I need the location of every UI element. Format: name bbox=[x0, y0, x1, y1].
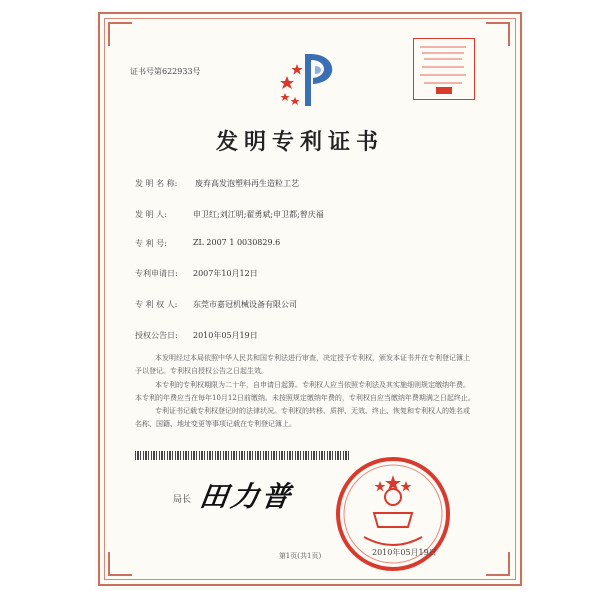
page-footer: 第1页(共1页) bbox=[278, 552, 322, 560]
legal-paragraph: 专利证书记载专利权登记时的法律状况。专利权的转移、质押、无效、终止、恢复和专利权人的姓名或名称、国籍、地址变更等事项记载在专利登记簿上。 bbox=[135, 407, 470, 428]
invention-name: 废弃高发泡塑料再生造粒工艺 bbox=[195, 179, 299, 188]
patentee-label: 专 利 权 人: bbox=[135, 300, 178, 309]
invention-name-label: 发 明 名 称: bbox=[135, 179, 178, 188]
filing-date: 2007年10月12日 bbox=[193, 269, 258, 278]
inventor: 申卫红;刘江明;翟勇斌;申卫都;曾庆福 bbox=[193, 210, 324, 219]
certificate-title: 发明专利证书 bbox=[215, 129, 384, 155]
corner-ornament bbox=[486, 22, 510, 46]
signature: 田力普 bbox=[197, 480, 296, 513]
patentee: 东莞市嘉冠机械设备有限公司 bbox=[193, 300, 297, 309]
legal-paragraph: 本发明经过本局依照中华人民共和国专利法进行审查，决定授予专利权，颁发本证书并在专利登记簿上予以登记。专利权自授权公告之日起生效。 bbox=[135, 354, 470, 375]
inventor-label: 发 明 人: bbox=[135, 210, 167, 219]
patent-office-logo-icon bbox=[275, 48, 345, 110]
seal-date: 2010年05月19日 bbox=[372, 548, 437, 557]
corner-ornament bbox=[108, 22, 132, 46]
signature-label: 局长 bbox=[173, 495, 192, 505]
grant-date: 2010年05月19日 bbox=[193, 331, 258, 340]
certificate-number: 证书号第622933号 bbox=[130, 67, 201, 76]
patent-number-label: 专 利 号: bbox=[135, 239, 167, 248]
legal-paragraph: 本专利的专利权期限为二十年，自申请日起算。专利权人应当依照专利法及其实施细则规定缴纳年费。本专利的年费应当在每年10月12日前缴纳。未按照规定缴纳年费的，专利权自应当缴纳年费期满之日起终止。 bbox=[135, 381, 475, 402]
filing-date-label: 专利申请日: bbox=[135, 269, 178, 278]
patent-number: ZL 2007 1 0030829.6 bbox=[193, 238, 281, 247]
barcode bbox=[135, 451, 350, 460]
grant-date-label: 授权公告日: bbox=[135, 331, 178, 340]
certified-copy-stamp bbox=[413, 38, 475, 100]
